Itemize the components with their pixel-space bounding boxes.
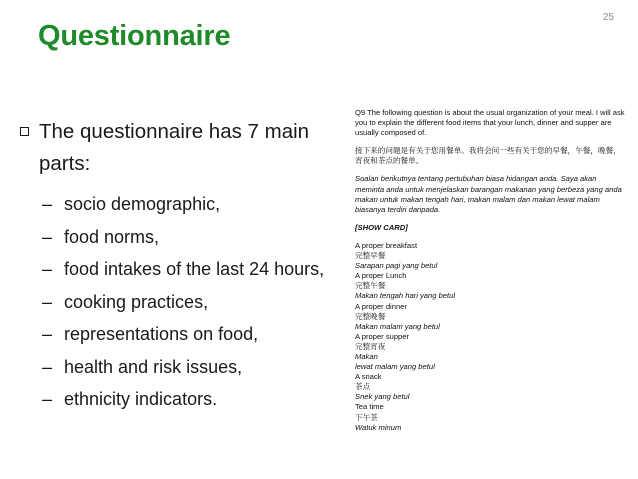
option-item: 完整晚餐 [355, 311, 386, 321]
sub-bullet-item [42, 286, 355, 319]
sub-bullet-list [42, 188, 355, 416]
page-number: 25 [602, 12, 614, 23]
sub-bullet-text: cooking practices, [64, 291, 209, 312]
option-item: Makan tengah hari yang betul [355, 291, 456, 301]
sub-bullet-text: ethnicity indicators. [64, 389, 218, 409]
sub-bullet-text: food norms, [64, 226, 160, 247]
option-item: 下午茶 [355, 412, 378, 422]
option-item: Makan [355, 351, 378, 361]
option-item: A proper dinner [355, 301, 407, 311]
dash-icon: – [42, 389, 53, 409]
option-item: 完整早餐 [355, 251, 386, 261]
sub-bullet-item [42, 351, 355, 384]
dash-icon: – [42, 291, 53, 312]
option-item: Tea time [355, 402, 384, 412]
option-item: 完整宵夜 [355, 341, 386, 351]
main-bullet-text: The questionnaire has 7 main parts: [39, 120, 310, 175]
dash-icon: – [42, 356, 53, 377]
question-intro-malay: Soalan berikutnya tentang pertubuhan biasa hidangan anda. Saya akan meminta anda untuk menjelaskan barangan makanan yang berbeza yang anda makan untuk makan tengah hari, makan malam dan makan lewat malam biasanya terdiri daripada. [355, 174, 622, 214]
bullet-area [20, 116, 355, 416]
option-item: Makan malam yang betul [355, 321, 440, 331]
option-item: 茶点 [355, 382, 371, 392]
question-intro-chinese: 接下来的问题是有关于您用餐单。我将会问一些有关于您的早餐，午餐，晚餐，宵夜和茶点的餐单。 [355, 146, 621, 166]
option-item: Snek yang betul [355, 392, 410, 402]
dash-icon: – [42, 324, 53, 344]
sub-bullet-text: food intakes of the last 24 hours, [64, 259, 325, 279]
question-intro-english: Q9 The following question is about the usual organization of your meal. I will ask you to explain the different food items that your lunch, dinner and supper are usually composed of. [355, 108, 625, 138]
questionnaire-excerpt [355, 108, 625, 433]
sub-bullet-text: health and risk issues, [64, 356, 243, 377]
option-item: Sarapan pagi yang betul [355, 261, 438, 271]
show-card-label: [SHOW CARD] [355, 222, 408, 232]
slide-title: Questionnaire [38, 20, 231, 52]
main-bullet [20, 116, 355, 180]
option-item: 完整午餐 [355, 281, 386, 291]
option-item: A proper breakfast [355, 240, 418, 250]
sub-bullet-text: socio demographic, [64, 194, 221, 214]
sub-bullet-text: representations on food, [64, 324, 259, 344]
option-item: A snack [355, 372, 382, 382]
option-item: A proper supper [355, 331, 410, 341]
answer-options [355, 241, 625, 433]
sub-bullet-item [42, 253, 355, 286]
dash-icon: – [42, 194, 53, 214]
hollow-square-icon [20, 127, 29, 136]
sub-bullet-item [42, 221, 355, 254]
dash-icon: – [42, 259, 53, 279]
sub-bullet-item [42, 188, 355, 221]
sub-bullet-item [42, 318, 355, 351]
sub-bullet-item [42, 383, 355, 416]
option-item: Watuk minum [355, 422, 402, 432]
option-item: lewat malam yang betul [355, 362, 435, 372]
dash-icon: – [42, 226, 53, 247]
option-item: A proper Lunch [355, 271, 407, 281]
